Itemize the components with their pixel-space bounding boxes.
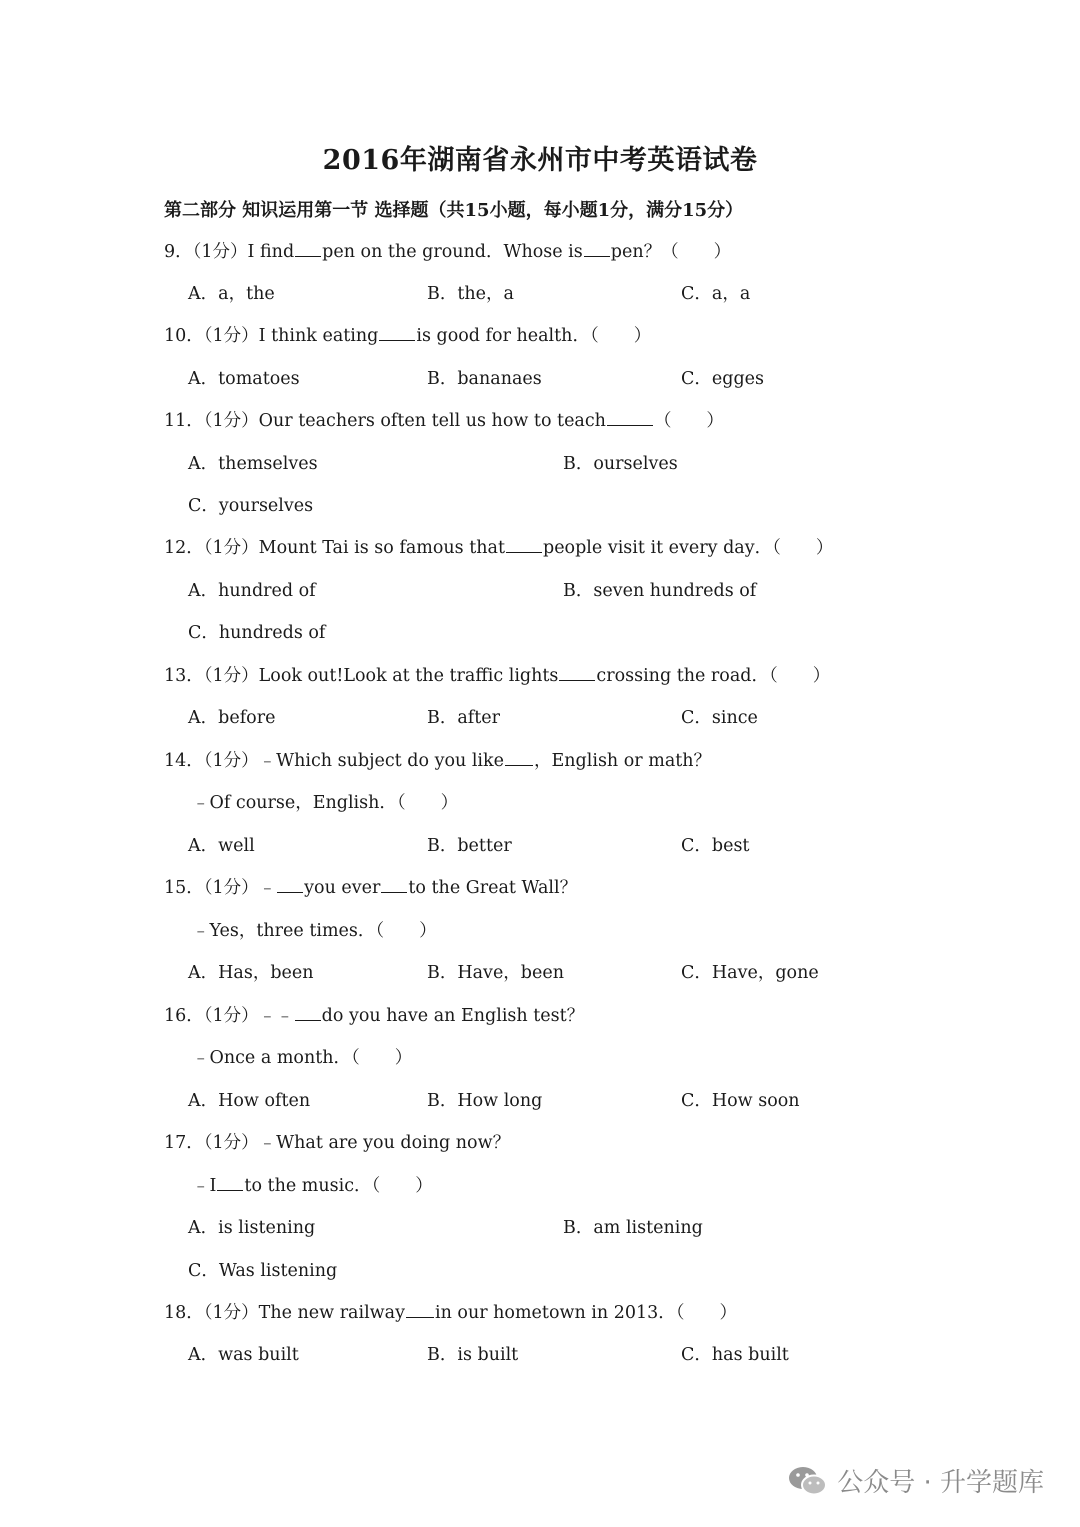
answer-blank — [559, 664, 595, 681]
option-c: C．How soon — [681, 1091, 800, 1111]
option-a: A．well — [188, 836, 255, 856]
dialogue-line: ﹣Once a month．（ ） — [192, 1048, 413, 1068]
question-13: 13．（1分）Look out!Look at the traffic lights crossing the road．（ ） — [164, 666, 831, 686]
option-b: B．is built — [427, 1345, 519, 1365]
question-number: 9．（1分） — [164, 242, 248, 262]
question-15: 15．（1分）﹣ you ever to the Great Wall？ — [164, 878, 578, 898]
wechat-icon — [787, 1464, 829, 1498]
answer-blank — [381, 876, 407, 893]
option-b: B．ourselves — [563, 454, 678, 474]
option-a: A．was built — [188, 1345, 299, 1365]
watermark-text: 公众号 · 升学题库 — [837, 1468, 1044, 1498]
question-17: 17．（1分）﹣What are you doing now？ — [164, 1133, 511, 1153]
question-number: 13．（1分） — [164, 666, 259, 686]
answer-blank — [295, 1004, 321, 1021]
wechat-watermark — [787, 1462, 1044, 1499]
option-c: C．a，a — [681, 284, 751, 304]
section-heading: 第二部分 知识运用第一节 选择题（共15小题，每小题1分，满分15分） — [164, 200, 744, 221]
answer-blank — [506, 536, 542, 553]
question-11: 11．（1分）Our teachers often tell us how to teach （ ） — [164, 411, 724, 431]
option-b: B．seven hundreds of — [563, 581, 757, 601]
option-c: C．Have，gone — [681, 963, 819, 983]
option-a: A．is listening — [188, 1218, 316, 1238]
option-b: B．am listening — [563, 1218, 703, 1238]
question-10: 10．（1分）I think eating is good for health．（ ） — [164, 326, 652, 346]
option-b: B．How long — [427, 1091, 543, 1111]
question-number: 11．（1分） — [164, 411, 259, 431]
answer-blank — [406, 1301, 434, 1318]
option-b: B．after — [427, 708, 501, 728]
question-number: 16．（1分） — [164, 1006, 259, 1026]
question-number: 12．（1分） — [164, 538, 259, 558]
dialogue-line: ﹣Yes，three times．（ ） — [192, 921, 437, 941]
answer-blank — [379, 324, 415, 341]
answer-blank — [505, 749, 533, 766]
question-number: 15．（1分） — [164, 878, 259, 898]
page-title: 2016年湖南省永州市中考英语试卷 — [322, 145, 758, 176]
option-c: C．best — [681, 836, 750, 856]
option-b: B．the，a — [427, 284, 514, 304]
question-number: 17．（1分） — [164, 1133, 259, 1153]
dialogue-line: ﹣I to the music．（ ） — [192, 1176, 433, 1196]
option-c: C．egges — [681, 369, 764, 389]
question-number: 14．（1分） — [164, 751, 259, 771]
question-18: 18．（1分）The new railway in our hometown in 2013．（ ） — [164, 1303, 738, 1323]
answer-blank — [584, 240, 610, 257]
option-c: C．Was listening — [188, 1261, 338, 1281]
answer-blank — [217, 1174, 243, 1191]
option-b: B．Have，been — [427, 963, 564, 983]
option-a: A．tomatoes — [188, 369, 300, 389]
answer-blank — [277, 876, 303, 893]
dialogue-line: ﹣Of course，English．（ ） — [192, 793, 459, 813]
option-a: A．Has，been — [188, 963, 314, 983]
question-number: 10．（1分） — [164, 326, 259, 346]
option-b: B．bananaes — [427, 369, 542, 389]
question-14: 14．（1分）﹣Which subject do you like ，English or math？ — [164, 751, 712, 771]
option-c: C．has built — [681, 1345, 789, 1365]
option-a: A．a，the — [188, 284, 275, 304]
question-number: 18．（1分） — [164, 1303, 259, 1323]
answer-blank — [295, 240, 321, 257]
option-a: A．before — [188, 708, 276, 728]
option-c: C．yourselves — [188, 496, 314, 516]
question-12: 12．（1分）Mount Tai is so famous that people visit it every day．（ ） — [164, 538, 834, 558]
option-b: B．better — [427, 836, 512, 856]
question-9: 9．（1分）I find pen on the ground．Whose is pen？（ ） — [164, 242, 732, 262]
answer-blank — [607, 409, 653, 426]
option-a: A．How often — [188, 1091, 311, 1111]
question-16: 16．（1分）﹣﹣ do you have an English test？ — [164, 1006, 585, 1026]
option-c: C．since — [681, 708, 758, 728]
option-a: A．hundred of — [188, 581, 316, 601]
option-a: A．themselves — [188, 454, 318, 474]
option-c: C．hundreds of — [188, 623, 326, 643]
